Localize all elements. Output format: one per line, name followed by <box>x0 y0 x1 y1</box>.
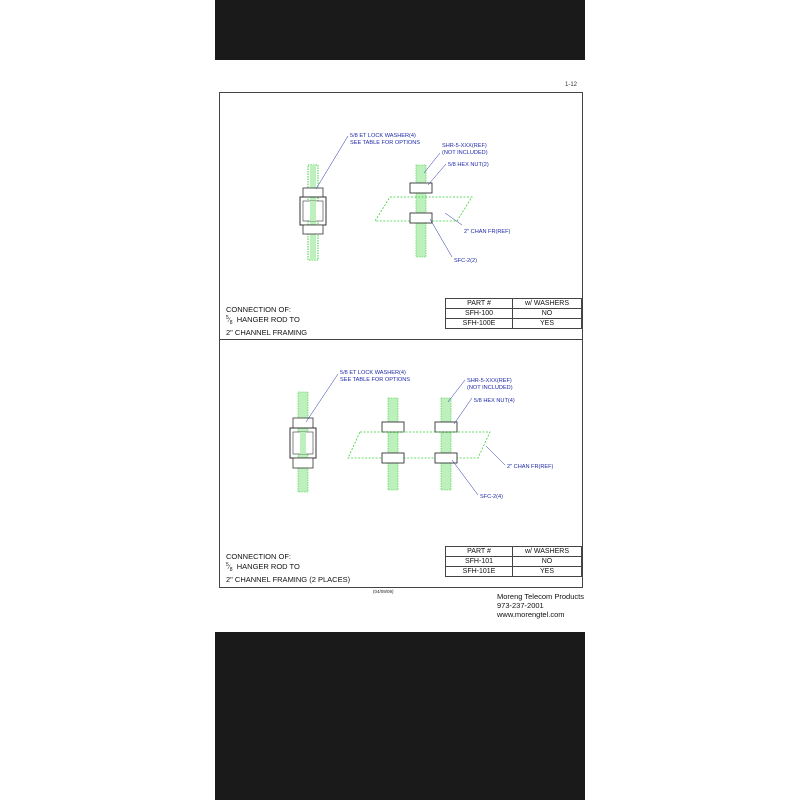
drawing-panel-sfh-101 <box>219 339 583 588</box>
parts-table <box>445 298 582 329</box>
table-header-row <box>446 299 582 309</box>
label-lock-washer-line2: SEE TABLE FOR OPTIONS <box>340 377 411 383</box>
label-shr-line1: SHR-5-XXX(REF) <box>442 143 487 149</box>
fraction-denominator: 8 <box>229 320 233 327</box>
page-number: 1-12 <box>564 82 577 88</box>
connection-description <box>226 552 350 584</box>
table-header-row <box>446 547 582 557</box>
company-phone: 973-237-2001 <box>497 601 544 610</box>
date-code: (04/09/09) <box>373 589 394 594</box>
connection-hanger-rod: HANGER ROD TO <box>236 562 300 571</box>
table-header-washers: w/ WASHERS <box>513 547 582 557</box>
top-black-bar <box>215 0 585 60</box>
label-lock-washer-line1: 5/8 ET LOCK WASHER(4) <box>340 370 406 376</box>
label-channel: 2" CHAN FR(REF) <box>464 229 511 235</box>
table-cell-washers: NO <box>513 557 582 567</box>
label-shr-line2: (NOT INCLUDED) <box>467 385 513 391</box>
fraction-denominator: 8 <box>229 567 233 574</box>
parts-table <box>445 546 582 577</box>
table-cell-washers: NO <box>513 309 582 319</box>
connection-line2: $^5⁄_8$ HANGER ROD TO <box>226 562 300 574</box>
connection-line3: 2" CHANNEL FRAMING <box>226 328 308 338</box>
drawing-panel-sfh-100 <box>219 92 583 340</box>
table-header-washers: w/ WASHERS <box>513 299 582 309</box>
connection-line3: 2" CHANNEL FRAMING (2 PLACES) <box>226 575 351 585</box>
company-website[interactable]: www.morengtel.com <box>497 610 565 619</box>
table-cell-washers: YES <box>513 319 582 329</box>
exploded-view-assembly <box>375 165 472 257</box>
table-cell-washers: YES <box>513 567 582 577</box>
table-row <box>446 309 582 319</box>
label-sfc: SFC-2(2) <box>454 258 477 264</box>
label-lock-washer-line1: 5/8 ET LOCK WASHER(4) <box>350 133 416 139</box>
table-cell-part: SFH-101E <box>446 567 513 577</box>
connection-title: CONNECTION OF: <box>226 552 291 561</box>
label-shr-line2: (NOT INCLUDED) <box>442 150 488 156</box>
table-cell-part: SFH-100 <box>446 309 513 319</box>
label-channel: 2" CHAN FR(REF) <box>507 464 554 470</box>
label-sfc: SFC-2(4) <box>480 494 503 500</box>
bottom-black-bar <box>215 632 585 800</box>
table-row <box>446 319 582 329</box>
fraction-numerator: 5 <box>226 315 229 321</box>
connection-line2: $^5⁄_8$ HANGER ROD TO <box>226 315 300 327</box>
leader-lines <box>306 374 505 495</box>
leader-lines <box>316 136 462 257</box>
table-cell-part: SFH-100E <box>446 319 513 329</box>
table-row <box>446 567 582 577</box>
exploded-view-assembly <box>348 398 490 490</box>
label-lock-washer-line2: SEE TABLE FOR OPTIONS <box>350 140 421 146</box>
company-name: Moreng Telecom Products <box>497 592 584 601</box>
connection-description <box>226 305 307 337</box>
side-view-assembly <box>290 392 316 492</box>
company-info <box>497 592 584 619</box>
drawing-sheet <box>215 60 585 632</box>
label-shr-line1: SHR-5-XXX(REF) <box>467 378 512 384</box>
table-header-part: PART # <box>446 547 513 557</box>
label-hex-nut: 5/8 HEX NUT(2) <box>448 162 489 168</box>
table-header-part: PART # <box>446 299 513 309</box>
connection-hanger-rod: HANGER ROD TO <box>236 315 300 324</box>
table-cell-part: SFH-101 <box>446 557 513 567</box>
connection-title: CONNECTION OF: <box>226 305 291 314</box>
table-row <box>446 557 582 567</box>
label-hex-nut: 5/8 HEX NUT(4) <box>474 398 515 404</box>
fraction-numerator: 5 <box>226 562 229 568</box>
